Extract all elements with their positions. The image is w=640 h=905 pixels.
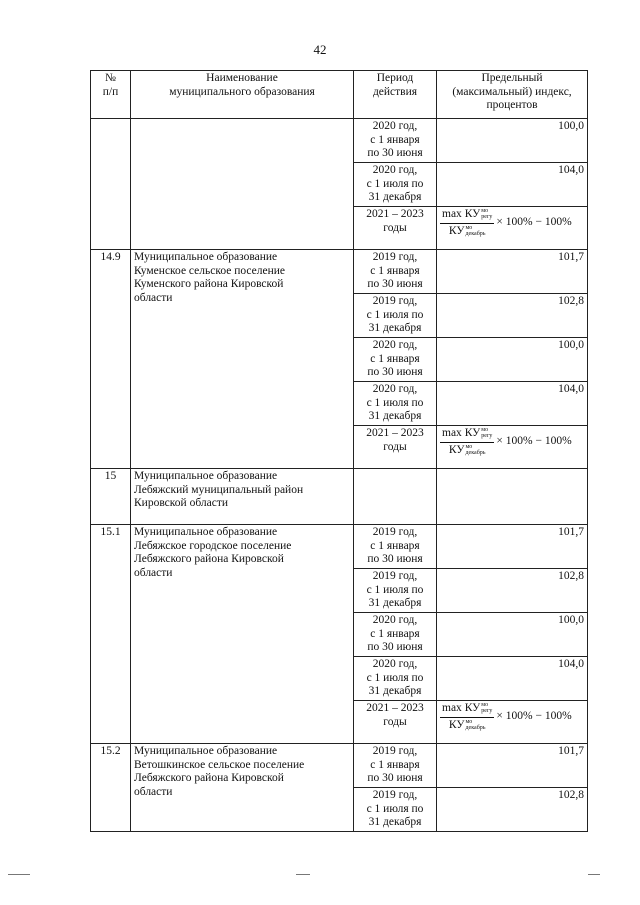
period-cell: 2021 – 2023 годы [354, 426, 437, 469]
period-cell: 2020 год, с 1 января по 30 июня [354, 119, 437, 163]
municipality-name: Муниципальное образование Ветошкинское сельское поселение Лебяжского района Кировской области [131, 744, 354, 832]
row-number: 15 [91, 469, 131, 525]
header-index: Предельный (максимальный) индекс, процентов [437, 71, 588, 119]
row-number: 15.1 [91, 525, 131, 744]
table-row [91, 250, 588, 294]
index-value: 104,0 [437, 657, 588, 701]
period-cell: 2020 год, с 1 января по 30 июня [354, 338, 437, 382]
formula-fraction: max КУ мо регу КУ мо декабрь [442, 702, 493, 731]
index-formula [440, 427, 572, 457]
period-cell: 2019 год, с 1 июля по 31 декабря [354, 569, 437, 613]
period-cell: 2021 – 2023 годы [354, 701, 437, 744]
scan-mark [296, 874, 310, 875]
period-cell: 2020 год, с 1 января по 30 июня [354, 613, 437, 657]
period-cell: 2019 год, с 1 января по 30 июня [354, 250, 437, 294]
index-value: 100,0 [437, 338, 588, 382]
formula-tail: × 100% − 100% [496, 435, 572, 448]
header-period: Период действия [354, 71, 437, 119]
page-number: 42 [313, 42, 327, 57]
period-cell: 2019 год, с 1 января по 30 июня [354, 525, 437, 569]
index-formula-cell [437, 207, 588, 250]
formula-max: max [442, 702, 462, 714]
index-value: 102,8 [437, 569, 588, 613]
table-header-row [91, 71, 588, 119]
index-value: 100,0 [437, 119, 588, 163]
scan-mark [588, 874, 600, 875]
index-formula [440, 208, 572, 238]
period-cell: 2020 год, с 1 июля по 31 декабря [354, 382, 437, 426]
municipality-name: Муниципальное образование Лебяжское городское поселение Лебяжского района Кировской области [131, 525, 354, 744]
formula-fraction: max КУ мо регу КУ мо декабрь [442, 427, 493, 456]
table-row [91, 469, 588, 525]
formula-tail: × 100% − 100% [496, 710, 572, 723]
row-number: 14.9 [91, 250, 131, 469]
index-formula-cell [437, 426, 588, 469]
header-name: Наименование муниципального образования [131, 71, 354, 119]
period-cell: 2019 год, с 1 января по 30 июня [354, 744, 437, 788]
row-number: 15.2 [91, 744, 131, 832]
period-cell: 2020 год, с 1 июля по 31 декабря [354, 163, 437, 207]
index-formula [440, 702, 572, 732]
period-cell: 2019 год, с 1 июля по 31 декабря [354, 294, 437, 338]
period-cell: 2020 год, с 1 июля по 31 декабря [354, 657, 437, 701]
index-formula-cell [437, 701, 588, 744]
municipality-name: Муниципальное образование Куменское сельское поселение Куменского района Кировской области [131, 250, 354, 469]
index-value: 102,8 [437, 294, 588, 338]
municipality-name: Муниципальное образование Лебяжский муниципальный район Кировской области [131, 469, 354, 525]
header-number: № п/п [91, 71, 131, 119]
table-row [91, 525, 588, 569]
period-cell: 2021 – 2023 годы [354, 207, 437, 250]
index-value: 100,0 [437, 613, 588, 657]
period-cell [354, 469, 437, 525]
table-row [91, 119, 588, 163]
table-body [91, 119, 588, 832]
index-value: 102,8 [437, 788, 588, 832]
row-number [91, 119, 131, 250]
formula-tail: × 100% − 100% [496, 216, 572, 229]
formula-max: max [442, 427, 462, 439]
index-value: 104,0 [437, 382, 588, 426]
table-row [91, 744, 588, 788]
index-value: 101,7 [437, 250, 588, 294]
index-value: 101,7 [437, 525, 588, 569]
formula-fraction: max КУ мо регу КУ мо декабрь [442, 208, 493, 237]
index-value [437, 469, 588, 525]
period-cell: 2019 год, с 1 июля по 31 декабря [354, 788, 437, 832]
index-value: 101,7 [437, 744, 588, 788]
index-table [90, 70, 588, 832]
municipality-name [131, 119, 354, 250]
index-value: 104,0 [437, 163, 588, 207]
formula-max: max [442, 208, 462, 220]
scan-mark [8, 874, 30, 875]
